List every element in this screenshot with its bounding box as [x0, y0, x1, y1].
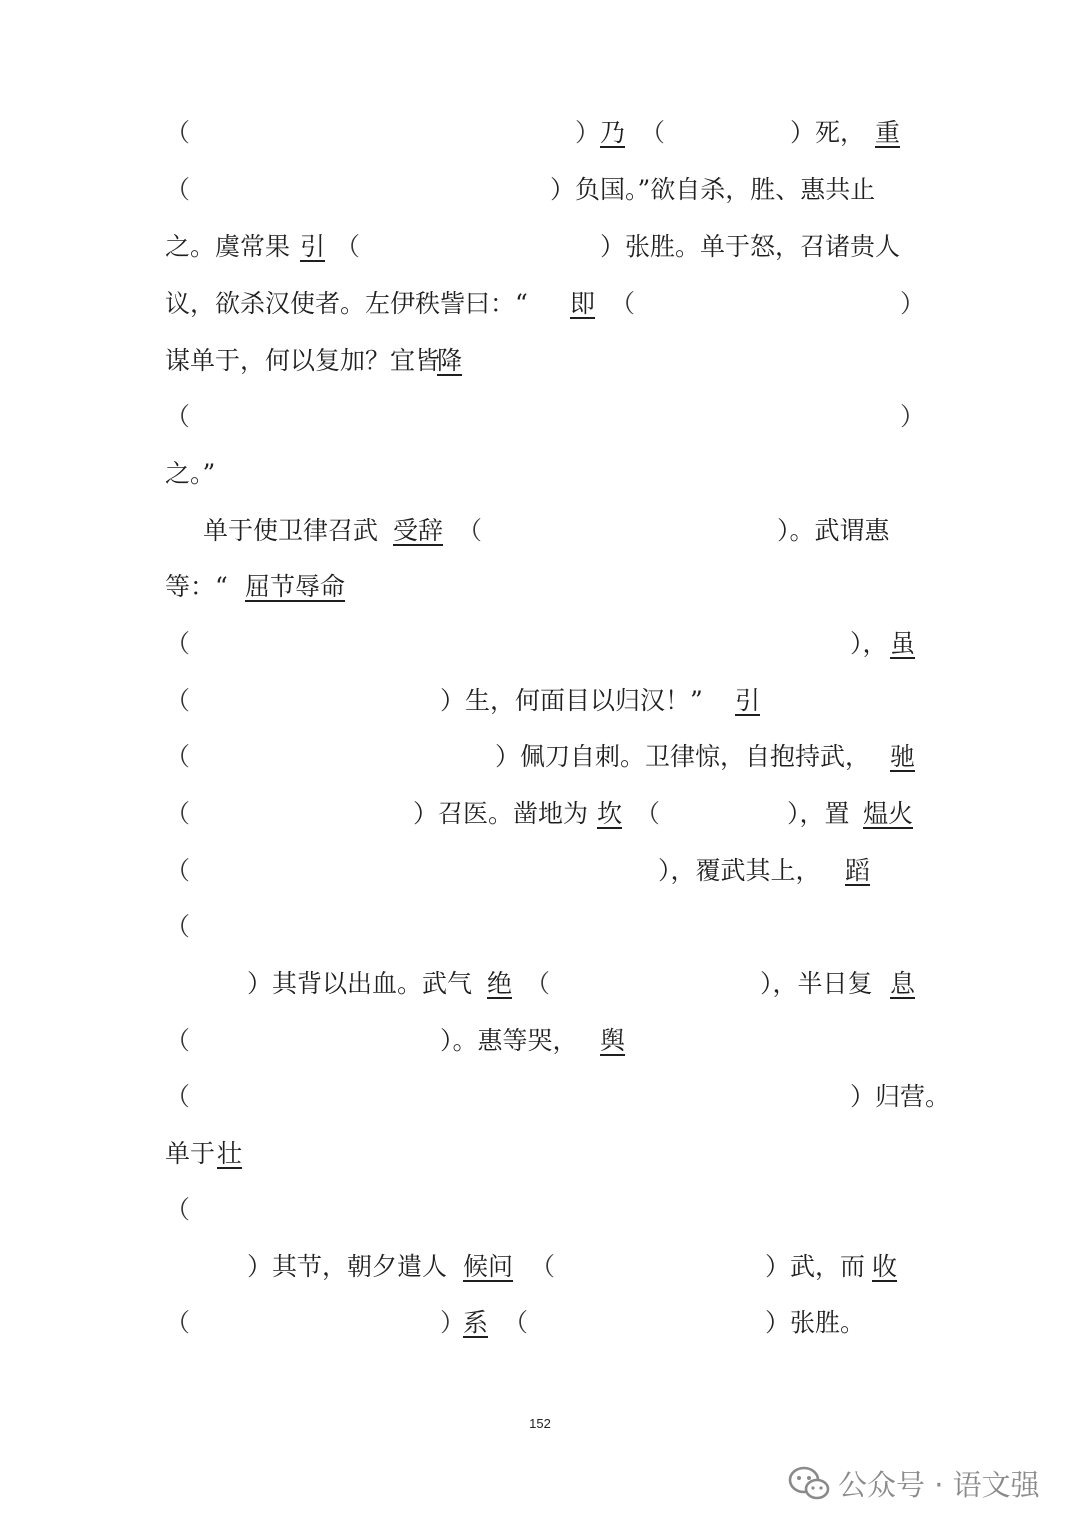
annotated-word: 绝	[487, 969, 513, 998]
blank-bracket: （	[165, 1308, 191, 1337]
text-line	[165, 1247, 925, 1287]
annotated-word: 屈节辱命	[245, 572, 346, 601]
text-segment: ）负国。”欲自杀，胜、惠共止	[550, 175, 876, 204]
text-line	[165, 1134, 925, 1174]
text-line	[165, 397, 925, 437]
text-line	[165, 964, 925, 1004]
text-segment: 谋单于，何以复加？宜皆	[165, 346, 441, 375]
watermark-text: 公众号 · 语文强	[838, 1467, 1040, 1502]
blank-bracket: （	[165, 1195, 191, 1224]
annotated-word: 受辞	[393, 516, 444, 545]
annotated-word: 坎	[597, 799, 623, 828]
text-line	[165, 227, 925, 267]
text-segment: ）武，而	[765, 1252, 866, 1281]
page-number: 152	[529, 1416, 551, 1431]
annotated-word: 舆	[600, 1026, 626, 1055]
text-segment: 等：“	[165, 572, 228, 601]
blank-bracket: （	[457, 516, 483, 545]
blank-bracket: ）	[900, 289, 926, 318]
text-segment: 之。”	[165, 459, 216, 488]
blank-bracket: （	[610, 289, 636, 318]
annotated-word: 壮	[217, 1139, 243, 1168]
blank-bracket: （	[165, 799, 191, 828]
text-segment: ）张胜。单于怒，召诸贵人	[600, 232, 901, 261]
text-segment: ）归营。	[850, 1082, 951, 1111]
text-segment: 单于使卫律召武	[203, 516, 379, 545]
blank-bracket: （	[530, 1252, 556, 1281]
blank-bracket: （	[165, 856, 191, 885]
blank-bracket: （	[165, 1026, 191, 1055]
blank-bracket: （	[525, 969, 551, 998]
annotated-word: 虽	[890, 629, 916, 658]
text-line	[165, 851, 925, 891]
blank-bracket: （	[165, 629, 191, 658]
blank-bracket: （	[165, 686, 191, 715]
text-line	[165, 1021, 925, 1061]
blank-bracket: ）	[575, 118, 601, 147]
blank-bracket: （	[165, 742, 191, 771]
text-segment: ）。惠等哭，	[440, 1026, 578, 1055]
blank-bracket: （	[503, 1308, 529, 1337]
text-segment: ）生，何面目以归汉！”	[440, 686, 703, 715]
text-line	[165, 737, 925, 777]
annotated-word: 乃	[600, 118, 626, 147]
text-segment: ）。武谓惠	[777, 516, 890, 545]
text-line	[165, 113, 925, 153]
text-line	[165, 341, 925, 381]
text-segment: 议，欲杀汉使者。左伊秩訾曰：“	[165, 289, 528, 318]
text-line	[165, 1190, 925, 1230]
text-line	[165, 284, 925, 324]
annotated-word: 息	[890, 969, 916, 998]
annotated-word: 煴火	[863, 799, 914, 828]
text-segment: ）召医。凿地为	[413, 799, 589, 828]
text-line	[165, 624, 925, 664]
annotated-word: 即	[570, 289, 596, 318]
annotated-word: 蹈	[845, 856, 871, 885]
text-segment: ）其节，朝夕遣人	[247, 1252, 448, 1281]
text-segment: ）佩刀自刺。卫律惊，自抱持武，	[495, 742, 871, 771]
blank-bracket: （	[335, 232, 361, 261]
annotated-word: 重	[875, 118, 901, 147]
blank-bracket: （	[640, 118, 666, 147]
text-line	[165, 567, 925, 607]
blank-bracket: （	[165, 175, 191, 204]
text-segment: ）死，	[790, 118, 866, 147]
annotated-word: 系	[463, 1308, 489, 1337]
text-segment: ），半日复	[760, 969, 873, 998]
annotated-word: 引	[300, 232, 326, 261]
text-line	[165, 511, 925, 551]
text-segment: ），覆武其上，	[658, 856, 821, 885]
blank-bracket: ）	[900, 402, 926, 431]
blank-bracket: ）	[440, 1308, 466, 1337]
text-line	[165, 681, 925, 721]
blank-bracket: （	[165, 1082, 191, 1111]
text-line	[165, 1303, 925, 1343]
watermark	[788, 1458, 1040, 1508]
text-line	[165, 794, 925, 834]
annotated-word: 降	[437, 346, 463, 375]
text-segment: 之。虞常果	[165, 232, 291, 261]
text-segment: 单于	[165, 1139, 216, 1168]
blank-bracket: （	[165, 402, 191, 431]
text-line	[165, 907, 925, 947]
annotated-word: 引	[735, 686, 761, 715]
text-segment: ），置	[787, 799, 850, 828]
blank-bracket: （	[635, 799, 661, 828]
text-segment: ）张胜。	[765, 1308, 866, 1337]
annotated-word: 收	[872, 1252, 898, 1281]
wechat-icon	[788, 1465, 830, 1501]
text-segment: ），	[850, 629, 888, 658]
annotated-word: 候问	[463, 1252, 514, 1281]
blank-bracket: （	[165, 912, 191, 941]
text-line	[165, 1077, 951, 1117]
text-line	[165, 454, 925, 494]
annotated-word: 驰	[890, 742, 916, 771]
blank-bracket: （	[165, 118, 191, 147]
text-segment: ）其背以出血。武气	[247, 969, 473, 998]
text-line	[165, 170, 925, 210]
